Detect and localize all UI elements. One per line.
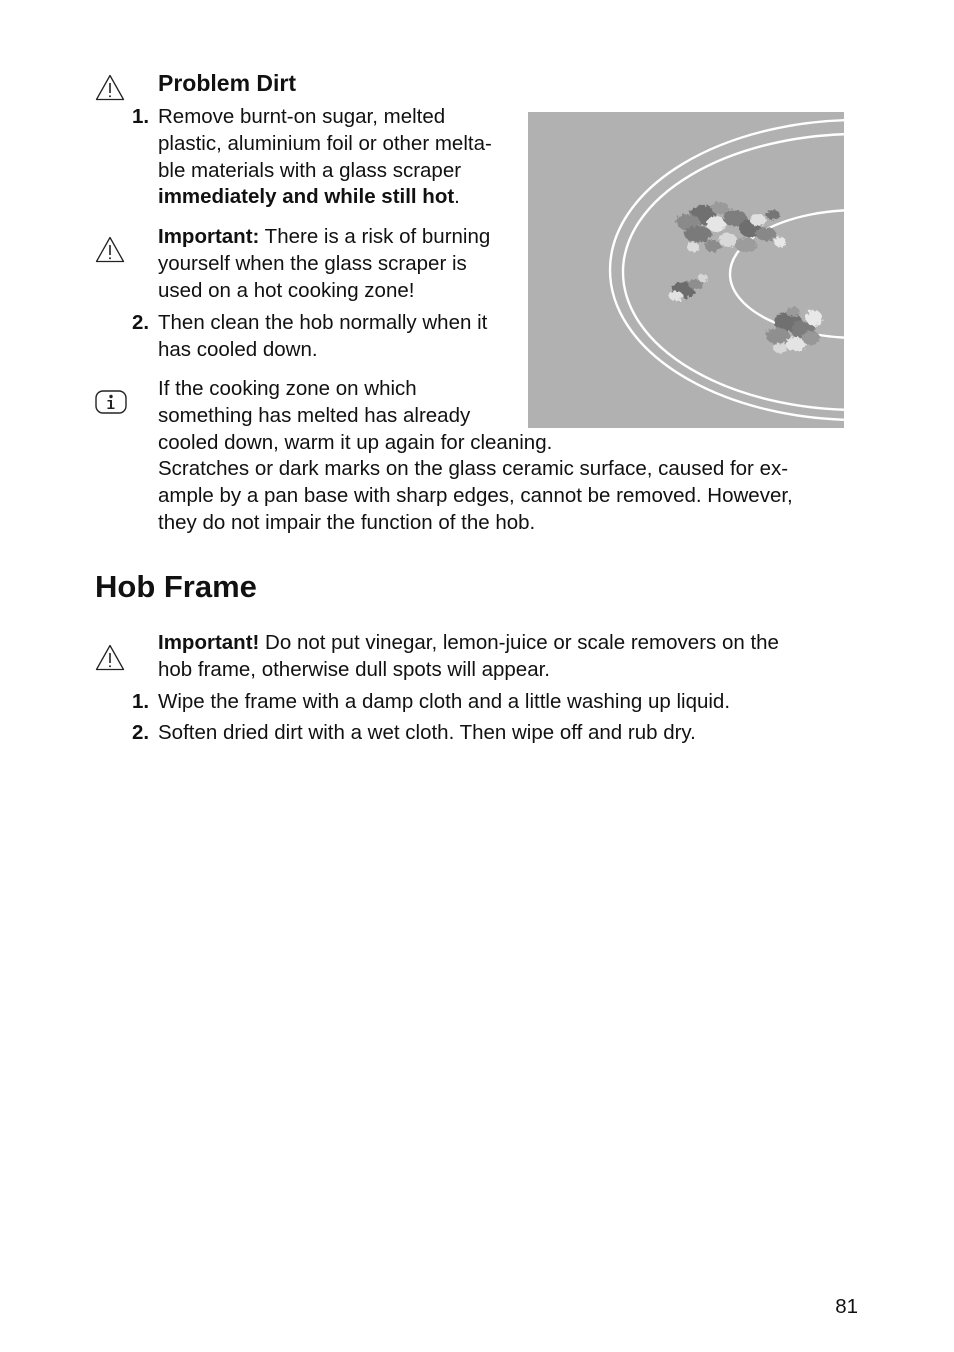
text-segment: Do not put vinegar, lemon-juice or scale removers on the	[259, 631, 779, 654]
step-number: 2.	[132, 311, 150, 334]
section-title-hob-frame: Hob Frame	[95, 569, 257, 604]
step-number: 1.	[132, 105, 150, 128]
text-line: ample by a pan base with sharp edges, cannot be removed. However,	[158, 484, 793, 508]
info-icon	[95, 390, 127, 414]
text-line: hob frame, otherwise dull spots will appear.	[158, 657, 550, 681]
step-text: Wipe the frame with a damp cloth and a little washing up liquid.	[158, 690, 731, 713]
step-number: 1.	[132, 690, 150, 713]
text-line: used on a hot cooking zone!	[158, 278, 415, 302]
important-label: Important:	[158, 225, 260, 248]
punctuation: .	[454, 185, 460, 209]
text-line	[158, 630, 868, 657]
step-text: Soften dried dirt with a wet cloth. Then wipe off and rub dry.	[158, 721, 696, 744]
emphasis-text: immediately and while still hot	[158, 185, 455, 209]
text-line: If the cooking zone on which	[158, 377, 417, 400]
text-line: cooled down, warm it up again for cleaning.	[158, 430, 553, 454]
warning-triangle-icon	[95, 236, 125, 263]
text-line: Scratches or dark marks on the glass ceramic surface, caused for ex-	[158, 457, 789, 481]
text-line: something has melted has already	[158, 403, 471, 427]
warning-text	[158, 224, 528, 304]
important-label: Important!	[158, 631, 260, 654]
text-line: Then clean the hob normally when it	[158, 311, 488, 334]
hob-dirt-illustration	[528, 112, 844, 428]
text-segment: There is a risk of burning	[259, 225, 491, 248]
step-number: 2.	[132, 721, 150, 744]
section-title-problem-dirt: Problem Dirt	[158, 70, 297, 96]
text-line: Remove burnt-on sugar, melted	[158, 105, 446, 128]
warning-triangle-icon	[95, 644, 125, 671]
warning-text	[158, 630, 868, 684]
glass-surface	[528, 112, 844, 428]
text-line	[158, 224, 528, 251]
text-line: yourself when the glass scraper is	[158, 251, 467, 275]
text-line: ble materials with a glass scraper	[158, 158, 462, 182]
page-number: 81	[835, 1295, 858, 1318]
text-line: they do not impair the function of the hob.	[158, 510, 536, 534]
warning-triangle-icon	[95, 74, 125, 101]
text-line: plastic, aluminium foil or other melta-	[158, 131, 492, 155]
step-text	[158, 104, 538, 211]
text-line: has cooled down.	[158, 337, 318, 361]
text-line	[158, 184, 538, 211]
step-text	[158, 310, 528, 364]
